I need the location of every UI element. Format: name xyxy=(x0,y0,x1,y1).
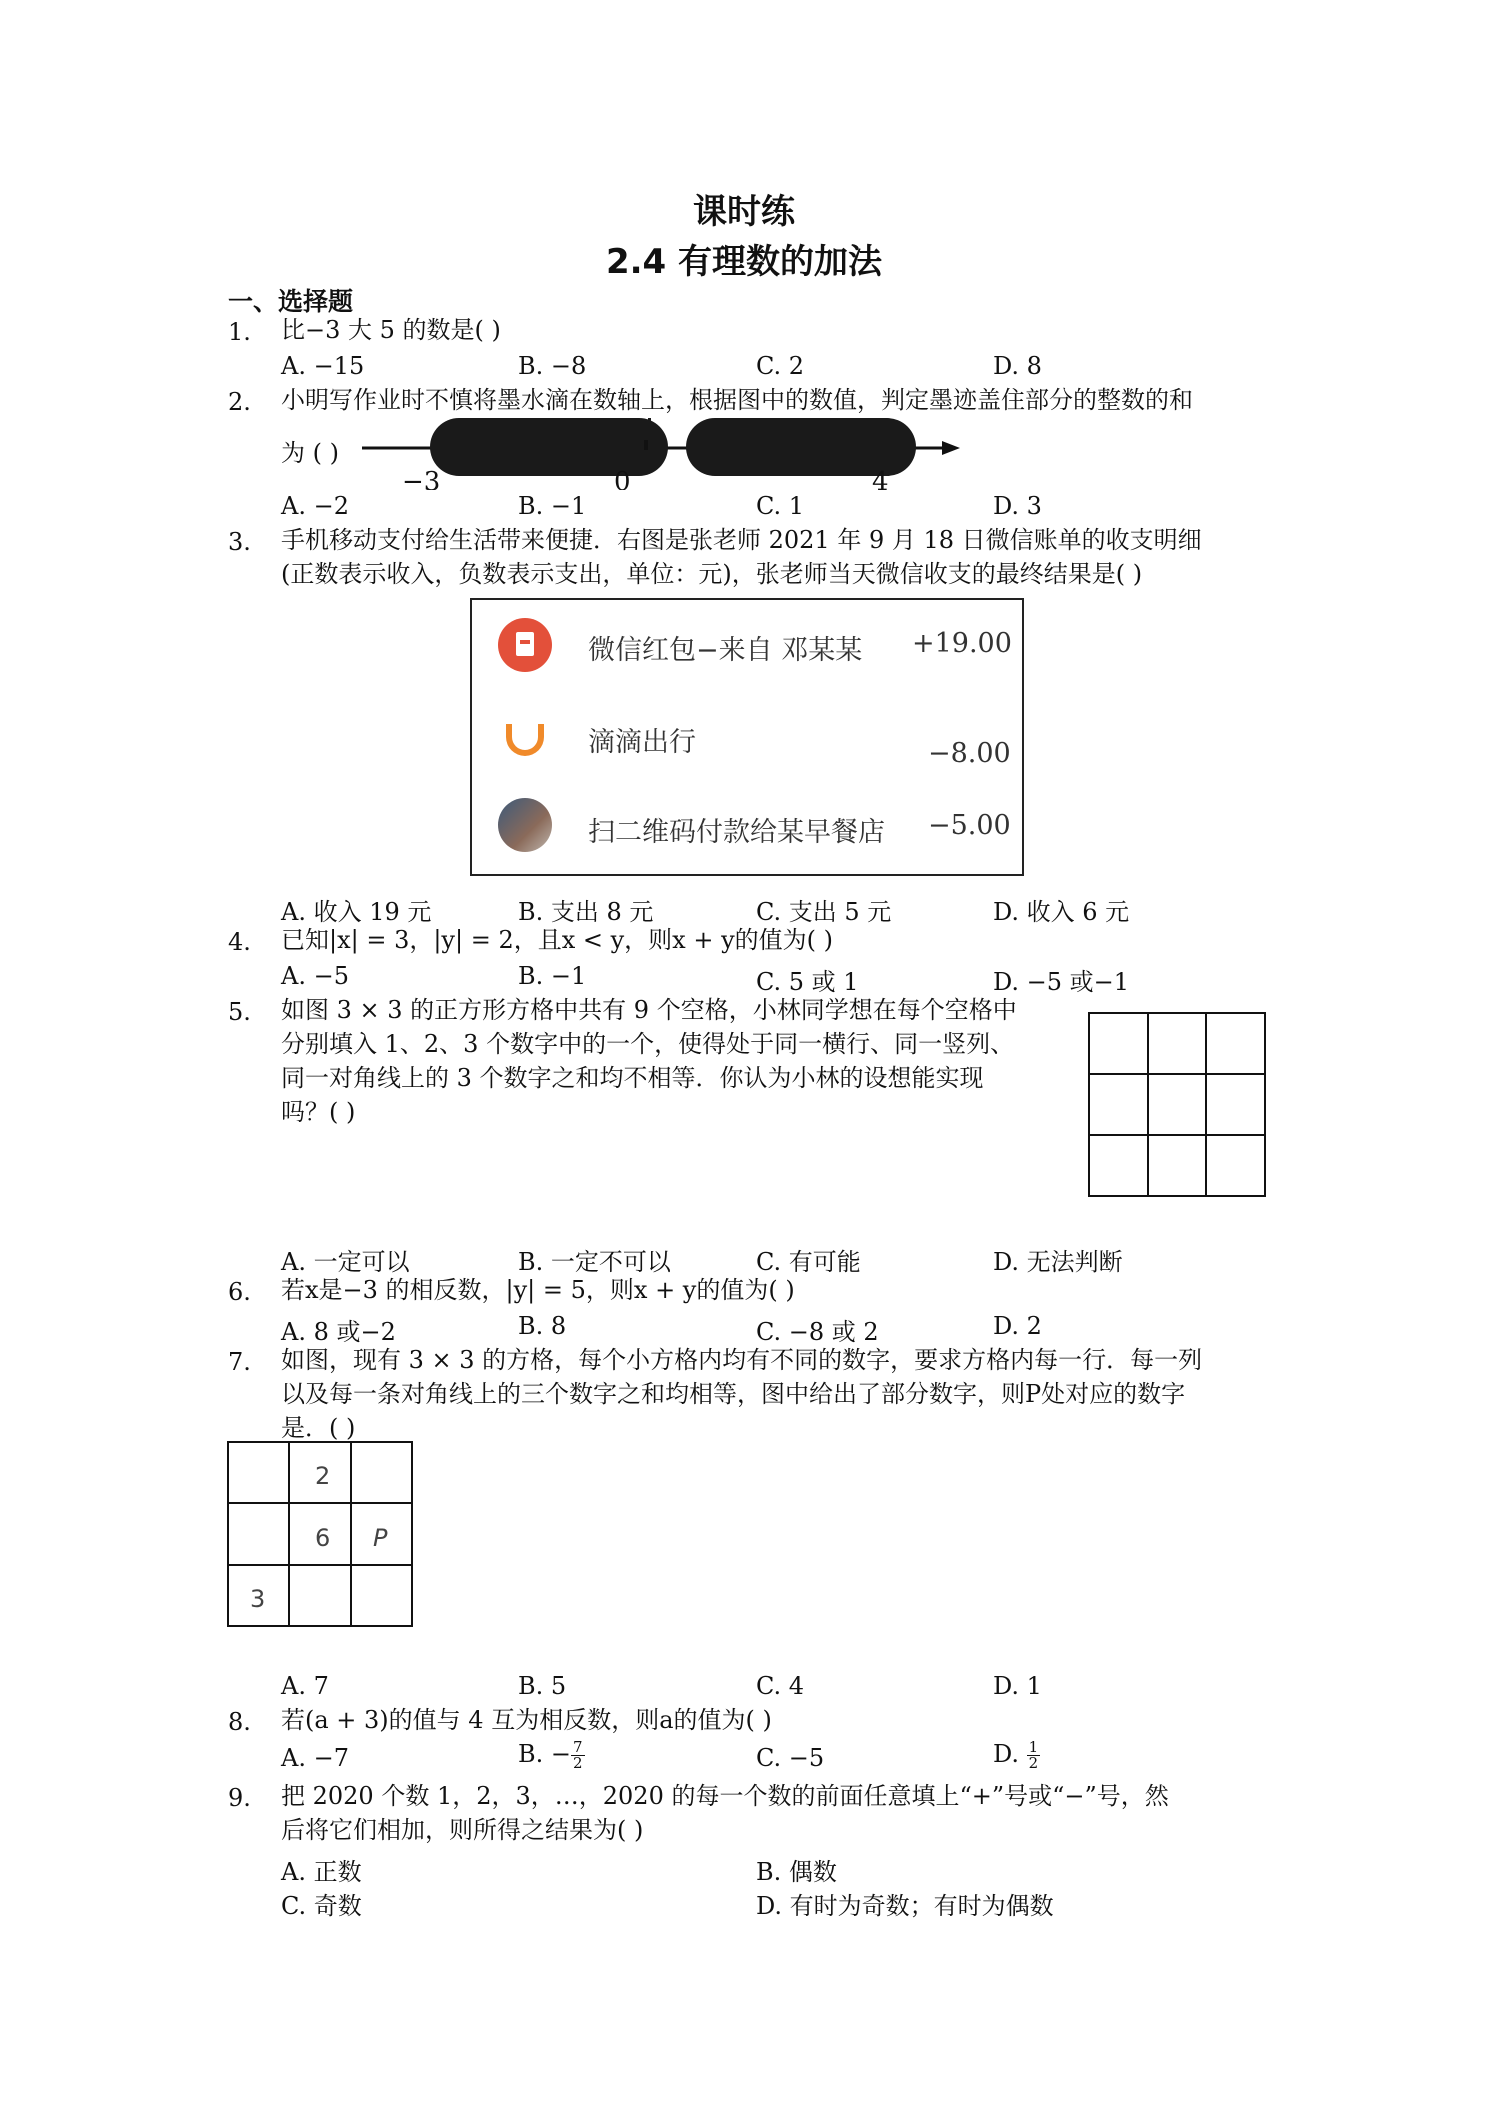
page-subtitle: 2.4 有理数的加法 xyxy=(605,242,883,282)
option-c: C. 1 xyxy=(756,492,805,520)
section-heading: 一、选择题 xyxy=(228,287,354,316)
option-a: A. 收入 19 元 xyxy=(281,898,432,926)
option-a: A. −15 xyxy=(281,352,365,380)
option-b: B. − $\frac{7}{2}$ xyxy=(518,1738,583,1772)
option-d: D. −5 或−1 xyxy=(993,968,1130,996)
bill-item-amount: −5.00 xyxy=(928,810,1011,841)
number-line-figure xyxy=(360,410,970,490)
grid-cell-value: 6 xyxy=(315,1524,331,1552)
option-d: D. 1 xyxy=(993,1672,1042,1700)
option-c: C. 2 xyxy=(756,352,805,380)
question-text: 手机移动支付给生活带来便捷．右图是张老师 2021 年 9 月 18 日微信账单的收支明细 xyxy=(281,526,1202,554)
wechat-bill xyxy=(470,598,1024,876)
grid-cell-value: 2 xyxy=(315,1462,331,1490)
option-a: A. 8 或−2 xyxy=(281,1318,396,1346)
option-c: C. 支出 5 元 xyxy=(756,898,892,926)
grid-cell-value: 3 xyxy=(250,1585,266,1613)
question-number: 6. xyxy=(228,1278,251,1306)
question-text: 以及每一条对角线上的三个数字之和均相等，图中给出了部分数字，则P处对应的数字 xyxy=(281,1380,1186,1408)
question-text: 后将它们相加，则所得之结果为( ) xyxy=(281,1816,644,1844)
question-number: 2. xyxy=(228,388,251,416)
question-number: 9. xyxy=(228,1784,251,1812)
question-number: 1. xyxy=(228,318,251,346)
question-text: 比−3 大 5 的数是( ) xyxy=(281,316,501,344)
option-c: C. −8 或 2 xyxy=(756,1318,879,1346)
didi-icon xyxy=(506,724,544,756)
question-number: 7. xyxy=(228,1348,251,1376)
option-d: D. 8 xyxy=(993,352,1042,380)
option-a: A. −5 xyxy=(281,962,349,990)
tick-label: −3 xyxy=(402,467,441,490)
tick-zero xyxy=(646,440,648,450)
option-d: D. 无法判断 xyxy=(993,1248,1123,1276)
option-a: A. 7 xyxy=(281,1672,329,1700)
option-b: B. −8 xyxy=(518,352,587,380)
red-envelope-icon xyxy=(498,618,552,672)
question-text: 已知|x| = 3，|y| = 2，且x < y，则x + y的值为( ) xyxy=(281,926,833,954)
bill-item-amount: +19.00 xyxy=(912,628,1012,659)
option-b: B. −1 xyxy=(518,492,587,520)
question-text: 若(a + 3)的值与 4 互为相反数，则a的值为( ) xyxy=(281,1706,772,1734)
question-text: 把 2020 个数 1，2，3，…，2020 的每一个数的前面任意填上“+”号或“−”号，然 xyxy=(281,1782,1169,1810)
option-a: A. 正数 xyxy=(281,1858,362,1886)
option-b: B. 8 xyxy=(518,1312,567,1340)
question-number: 4. xyxy=(228,928,251,956)
option-d: D. 2 xyxy=(993,1312,1042,1340)
option-b: B. 一定不可以 xyxy=(518,1248,671,1276)
page-title: 课时练 xyxy=(693,192,795,232)
empty-3x3-grid xyxy=(1088,1012,1268,1198)
option-a: A. −7 xyxy=(281,1744,349,1772)
option-a: A. −2 xyxy=(281,492,349,520)
option-d: D. $\frac{1}{2}$ xyxy=(993,1738,1039,1772)
grid-cell-p: P xyxy=(373,1524,388,1552)
option-b: B. 5 xyxy=(518,1672,567,1700)
store-avatar-icon xyxy=(498,798,552,852)
question-text: 若x是−3 的相反数，|y| = 5，则x + y的值为( ) xyxy=(281,1276,795,1304)
tick-label: 0 xyxy=(614,467,631,490)
question-text: 为 ( ) xyxy=(281,439,339,467)
question-text: 是．( ) xyxy=(281,1414,356,1442)
tick-label: 4 xyxy=(872,467,889,490)
bill-item-label: 滴滴出行 xyxy=(588,727,696,758)
question-text: 小明写作业时不慎将墨水滴在数轴上，根据图中的数值，判定墨迹盖住部分的整数的和 xyxy=(281,386,1193,414)
question-text: 分别填入 1、2、3 个数字中的一个，使得处于同一横行、同一竖列、 xyxy=(281,1030,1015,1058)
question-number: 3. xyxy=(228,528,251,556)
option-c: C. −5 xyxy=(756,1744,825,1772)
option-d: D. 有时为奇数；有时为偶数 xyxy=(756,1892,1054,1920)
option-b: B. 偶数 xyxy=(756,1858,837,1886)
bill-item-label: 扫二维码付款给某早餐店 xyxy=(588,817,885,848)
fraction: $\frac{1}{2}$ xyxy=(1028,1738,1039,1772)
question-text: 如图，现有 3 × 3 的方格，每个小方格内均有不同的数字，要求方格内每一行．每一列 xyxy=(281,1346,1203,1374)
ink-blot-left xyxy=(430,418,668,476)
arrow-icon xyxy=(942,441,960,455)
question-text: 如图 3 × 3 的正方形方格中共有 9 个空格，小林同学想在每个空格中 xyxy=(281,996,1017,1024)
question-text: 吗？( ) xyxy=(281,1098,356,1126)
option-c: C. 奇数 xyxy=(281,1892,362,1920)
question-text: 同一对角线上的 3 个数字之和均不相等．你认为小林的设想能实现 xyxy=(281,1064,984,1092)
option-c: C. 5 或 1 xyxy=(756,968,859,996)
option-b: B. −1 xyxy=(518,962,587,990)
question-number: 8. xyxy=(228,1708,251,1736)
fraction: $\frac{7}{2}$ xyxy=(573,1738,583,1772)
question-number: 5. xyxy=(228,998,251,1026)
option-d: D. 收入 6 元 xyxy=(993,898,1130,926)
option-d: D. 3 xyxy=(993,492,1042,520)
option-c: C. 有可能 xyxy=(756,1248,861,1276)
bill-item-label: 微信红包−来自 邓某某 xyxy=(588,635,863,666)
question-text: (正数表示收入，负数表示支出，单位：元)，张老师当天微信收支的最终结果是( ) xyxy=(281,560,1143,588)
option-b: B. 支出 8 元 xyxy=(518,898,654,926)
option-c: C. 4 xyxy=(756,1672,805,1700)
bill-item-amount: −8.00 xyxy=(928,738,1011,769)
option-a: A. 一定可以 xyxy=(281,1248,410,1276)
